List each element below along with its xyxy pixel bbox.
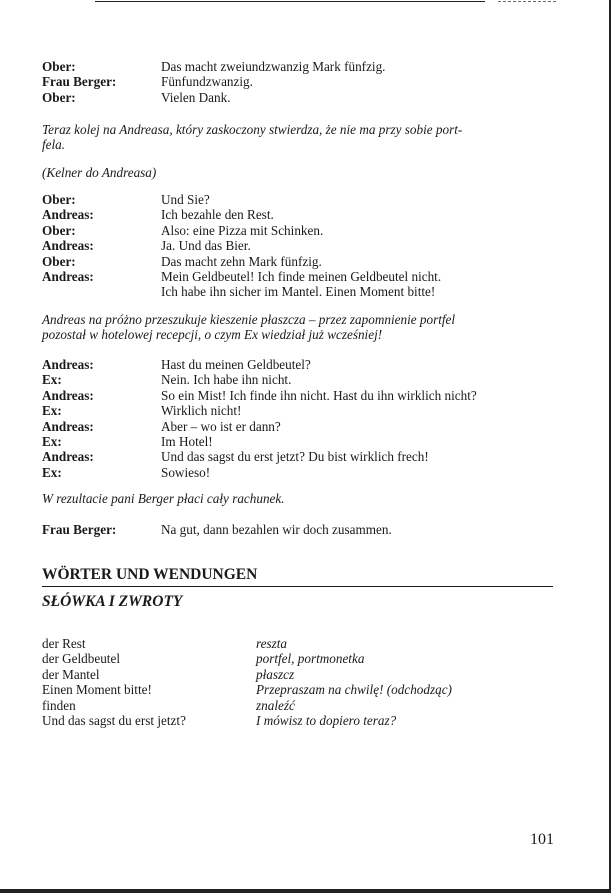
narration-line: Andreas na próżno przeszukuje kieszenie płaszcza – przez zapomnienie portfel bbox=[42, 312, 456, 327]
dialogue-row bbox=[42, 269, 562, 284]
page-edge-bottom bbox=[0, 889, 611, 893]
heading-rule bbox=[42, 586, 553, 587]
vocabulary-row bbox=[42, 682, 542, 697]
dialogue-line: Also: eine Pizza mit Schinken. bbox=[161, 222, 324, 238]
dialogue-row bbox=[42, 254, 562, 269]
speaker-name: Ober: bbox=[42, 192, 76, 207]
vocabulary-term-polish: portfel, portmonetka bbox=[256, 651, 365, 667]
speaker-name: Ex: bbox=[42, 403, 62, 419]
narration-line: fela. bbox=[42, 137, 66, 153]
dialogue-line: Und Sie? bbox=[161, 192, 210, 207]
dialogue-row bbox=[42, 90, 562, 105]
dialogue-line: Im Hotel! bbox=[161, 434, 213, 450]
speaker-name: Andreas: bbox=[42, 418, 94, 434]
speaker-name: Ober: bbox=[42, 253, 76, 269]
vocabulary-term-german: der Mantel bbox=[42, 666, 100, 682]
narration-line: pozostał w hotelowej recepcji, o czym Ex wiedział już wcześniej! bbox=[42, 327, 383, 343]
dialogue-line: Das macht zweiundzwanzig Mark fünfzig. bbox=[161, 59, 386, 74]
dialogue-row bbox=[42, 74, 562, 89]
dialogue-row bbox=[42, 449, 562, 464]
vocabulary-term-german: der Rest bbox=[42, 636, 86, 651]
dialogue-line: Nein. Ich habe ihn nicht. bbox=[161, 372, 292, 388]
dialogue-row bbox=[42, 522, 562, 537]
dialogue-line: Aber – wo ist er dann? bbox=[161, 418, 281, 434]
vocabulary-row bbox=[42, 698, 542, 713]
narration-note-2: (Kelner do Andreasa) bbox=[42, 165, 157, 180]
dialogue-block-1 bbox=[42, 59, 562, 105]
page-number: 101 bbox=[530, 831, 554, 848]
vocabulary-term-polish: I mówisz to dopiero teraz? bbox=[256, 713, 397, 729]
dialogue-line: Ich bezahle den Rest. bbox=[161, 207, 274, 223]
dialogue-row bbox=[42, 192, 562, 207]
speaker-name: Andreas: bbox=[42, 269, 94, 285]
vocabulary-term-german: Und das sagst du erst jetzt? bbox=[42, 713, 186, 729]
dialogue-line: Wirklich nicht! bbox=[161, 403, 242, 419]
dialogue-line: Und das sagst du erst jetzt? Du bist wirklich frech! bbox=[161, 449, 429, 465]
speaker-name: Andreas: bbox=[42, 387, 94, 403]
dialogue-line: Fünfundzwanzig. bbox=[161, 74, 253, 90]
dialogue-row bbox=[42, 284, 562, 299]
dialogue-row bbox=[42, 388, 562, 403]
dialogue-line: Das macht zehn Mark fünfzig. bbox=[161, 253, 322, 269]
dialogue-line: Hast du meinen Geldbeutel? bbox=[161, 357, 311, 372]
vocabulary-term-german: finden bbox=[42, 697, 76, 713]
dialogue-row bbox=[42, 372, 562, 387]
speaker-name: Ex: bbox=[42, 434, 62, 450]
narration-note-3 bbox=[42, 312, 562, 343]
narration-note-1 bbox=[42, 122, 562, 153]
dialogue-line: So ein Mist! Ich finde ihn nicht. Hast du ihn wirklich nicht? bbox=[161, 387, 477, 403]
dialogue-block-2 bbox=[42, 192, 562, 300]
vocabulary-row bbox=[42, 651, 542, 666]
dialogue-block-4 bbox=[42, 522, 562, 537]
dialogue-row bbox=[42, 465, 562, 480]
dialogue-line: Na gut, dann bezahlen wir doch zusammen. bbox=[161, 522, 392, 537]
dialogue-row bbox=[42, 419, 562, 434]
speaker-name: Andreas: bbox=[42, 207, 94, 223]
dialogue-row bbox=[42, 223, 562, 238]
section-heading-german: WÖRTER UND WENDUNGEN bbox=[42, 566, 258, 583]
dialogue-row bbox=[42, 357, 562, 372]
speaker-name: Andreas: bbox=[42, 357, 94, 372]
vocabulary-row bbox=[42, 667, 542, 682]
vocabulary-term-polish: płaszcz bbox=[256, 666, 295, 682]
dialogue-line: Ich habe ihn sicher im Mantel. Einen Moment bitte! bbox=[161, 284, 436, 300]
dialogue-row bbox=[42, 207, 562, 222]
dialogue-line: Mein Geldbeutel! Ich finde meinen Geldbeutel nicht. bbox=[161, 269, 442, 285]
speaker-name: Ober: bbox=[42, 222, 76, 238]
narration-note-4: W rezultacie pani Berger płaci cały rachunek. bbox=[42, 491, 285, 506]
speaker-name: Andreas: bbox=[42, 449, 94, 465]
speaker-name: Ober: bbox=[42, 59, 76, 74]
top-dashed-rule bbox=[498, 1, 556, 2]
vocabulary-term-polish: reszta bbox=[256, 636, 288, 651]
dialogue-row bbox=[42, 59, 562, 74]
vocabulary-list bbox=[42, 636, 542, 728]
speaker-name: Andreas: bbox=[42, 238, 94, 254]
vocabulary-row bbox=[42, 713, 542, 728]
section-heading-polish: SŁÓWKA I ZWROTY bbox=[42, 593, 183, 610]
dialogue-line: Vielen Dank. bbox=[161, 89, 231, 105]
speaker-name: Frau Berger: bbox=[42, 522, 117, 537]
dialogue-row bbox=[42, 238, 562, 253]
vocabulary-row bbox=[42, 636, 542, 651]
vocabulary-term-polish: znaleźć bbox=[256, 697, 295, 713]
dialogue-row bbox=[42, 434, 562, 449]
narration-line: Teraz kolej na Andreasa, który zaskoczony stwierdza, że nie ma przy sobie port- bbox=[42, 122, 463, 137]
speaker-name: Ex: bbox=[42, 464, 62, 480]
top-rule bbox=[95, 1, 485, 2]
dialogue-line: Sowieso! bbox=[161, 464, 211, 480]
dialogue-line: Ja. Und das Bier. bbox=[161, 238, 251, 254]
dialogue-block-3 bbox=[42, 357, 562, 480]
vocabulary-term-polish: Przepraszam na chwilę! (odchodząc) bbox=[256, 682, 452, 698]
speaker-name: Frau Berger: bbox=[42, 74, 117, 90]
speaker-name: Ex: bbox=[42, 372, 62, 388]
vocabulary-term-german: der Geldbeutel bbox=[42, 651, 120, 667]
vocabulary-term-german: Einen Moment bitte! bbox=[42, 682, 152, 698]
speaker-name: Ober: bbox=[42, 89, 76, 105]
dialogue-row bbox=[42, 403, 562, 418]
